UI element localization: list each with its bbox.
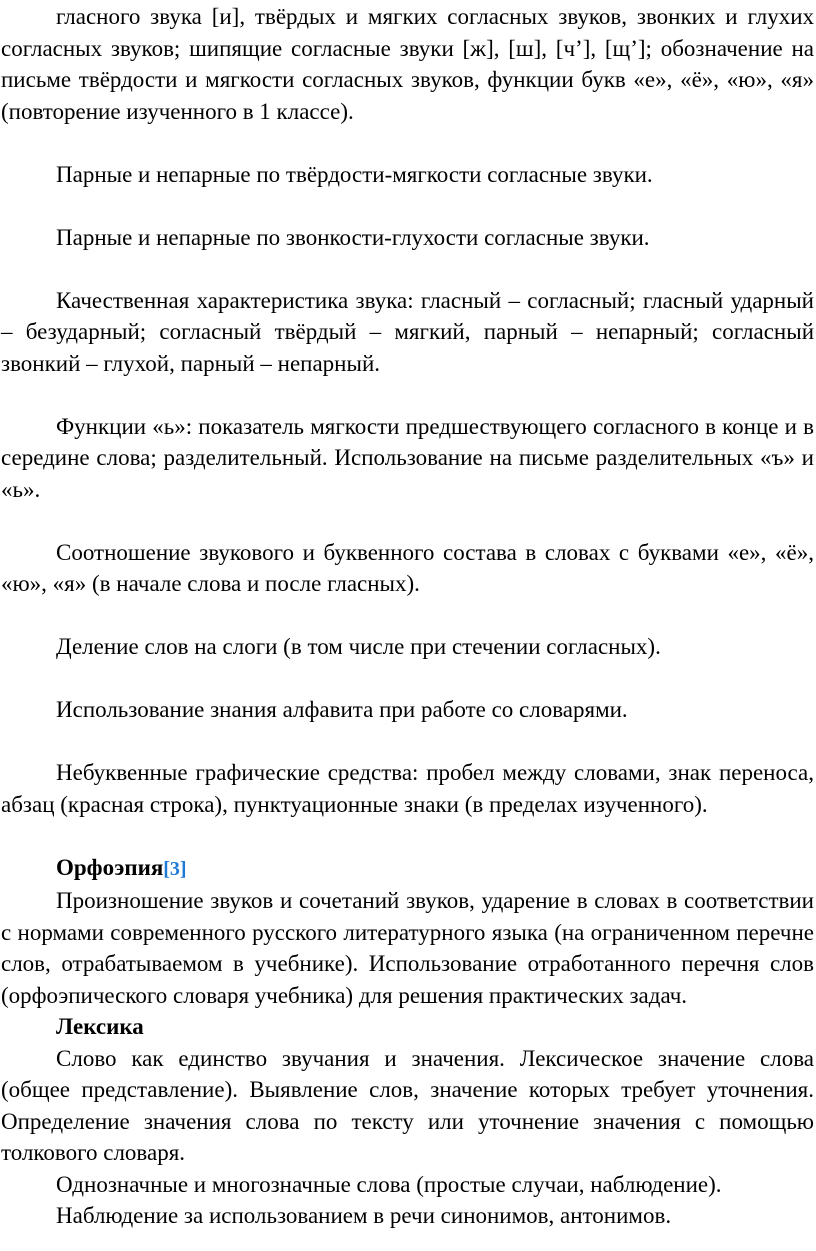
paragraph-sounds-review: гласного звука [и], твёрдых и мягких согласных звуков, звонких и глухих согласных звуков; шипящие согласные звуки [ж], [ш], [ч’], [щ’]; обозначение на письме твёрдости и мягкости согласных звуков, функции букв «е», «ё», «ю», «я» (повторение изученного в 1 классе). (1, 4, 814, 124)
paragraph-orthoepy: Произношение звуков и сочетаний звуков, ударение в словах в соответствии с нормами современного русского литературного языка (на ограниченном перечне слов, отрабатываемом в учебнике). Использование отработанного перечня слов (орфоэпического словаря учебника) для решения практических задач. (1, 888, 814, 1008)
paragraph-soft-sign-functions: Функции «ь»: показатель мягкости предшествующего согласного в конце и в середине слова; разделительный. Использование на письме разделительных «ъ» и «ь». (1, 413, 814, 502)
footnote-reference-link[interactable]: [3] (163, 857, 187, 880)
paragraph-graphic-means: Небуквенные графические средства: пробел между словами, знак переноса, абзац (красная строка), пунктуационные знаки (в пределах изученного). (1, 760, 814, 817)
paragraph-lexicon-polysemy: Однозначные и многозначные слова (простые случаи, наблюдение). (56, 1171, 722, 1197)
document-page (0, 1, 816, 1251)
section-heading-orthoepy (1, 852, 814, 886)
paragraph-alphabet-usage: Использование знания алфавита при работе со словарями. (56, 697, 628, 722)
section-heading-lexicon: Лексика (56, 1014, 144, 1039)
paragraph-lexicon-synonyms: Наблюдение за использованием в речи синонимов, антонимов. (56, 1203, 672, 1228)
paragraph-hard-soft-pairs: Парные и непарные по твёрдости-мягкости согласные звуки. (56, 161, 653, 187)
orthoepy-heading-text: Орфоэпия (56, 854, 164, 880)
paragraph-lexicon-word-meaning: Слово как единство звучания и значения. Лексическое значение слова (общее представление). Выявление слов, значение которых требует уточнения. Определение значения слова по тексту или уточнение значения с помощью толкового словаря. (1, 1045, 814, 1165)
paragraph-sound-characteristics: Качественная характеристика звука: гласный – согласный; гласный ударный – безударный; согласный твёрдый – мягкий, парный – непарный; согласный звонкий – глухой, парный – непарный. (1, 287, 814, 376)
paragraph-voiced-voiceless-pairs: Парные и непарные по звонкости-глухости согласные звуки. (56, 224, 650, 250)
paragraph-syllable-division: Деление слов на слоги (в том числе при стечении согласных). (56, 634, 661, 659)
paragraph-sound-letter-ratio: Соотношение звукового и буквенного состава в словах с буквами «е», «ё», «ю», «я» (в начале слова и после гласных). (1, 539, 814, 596)
